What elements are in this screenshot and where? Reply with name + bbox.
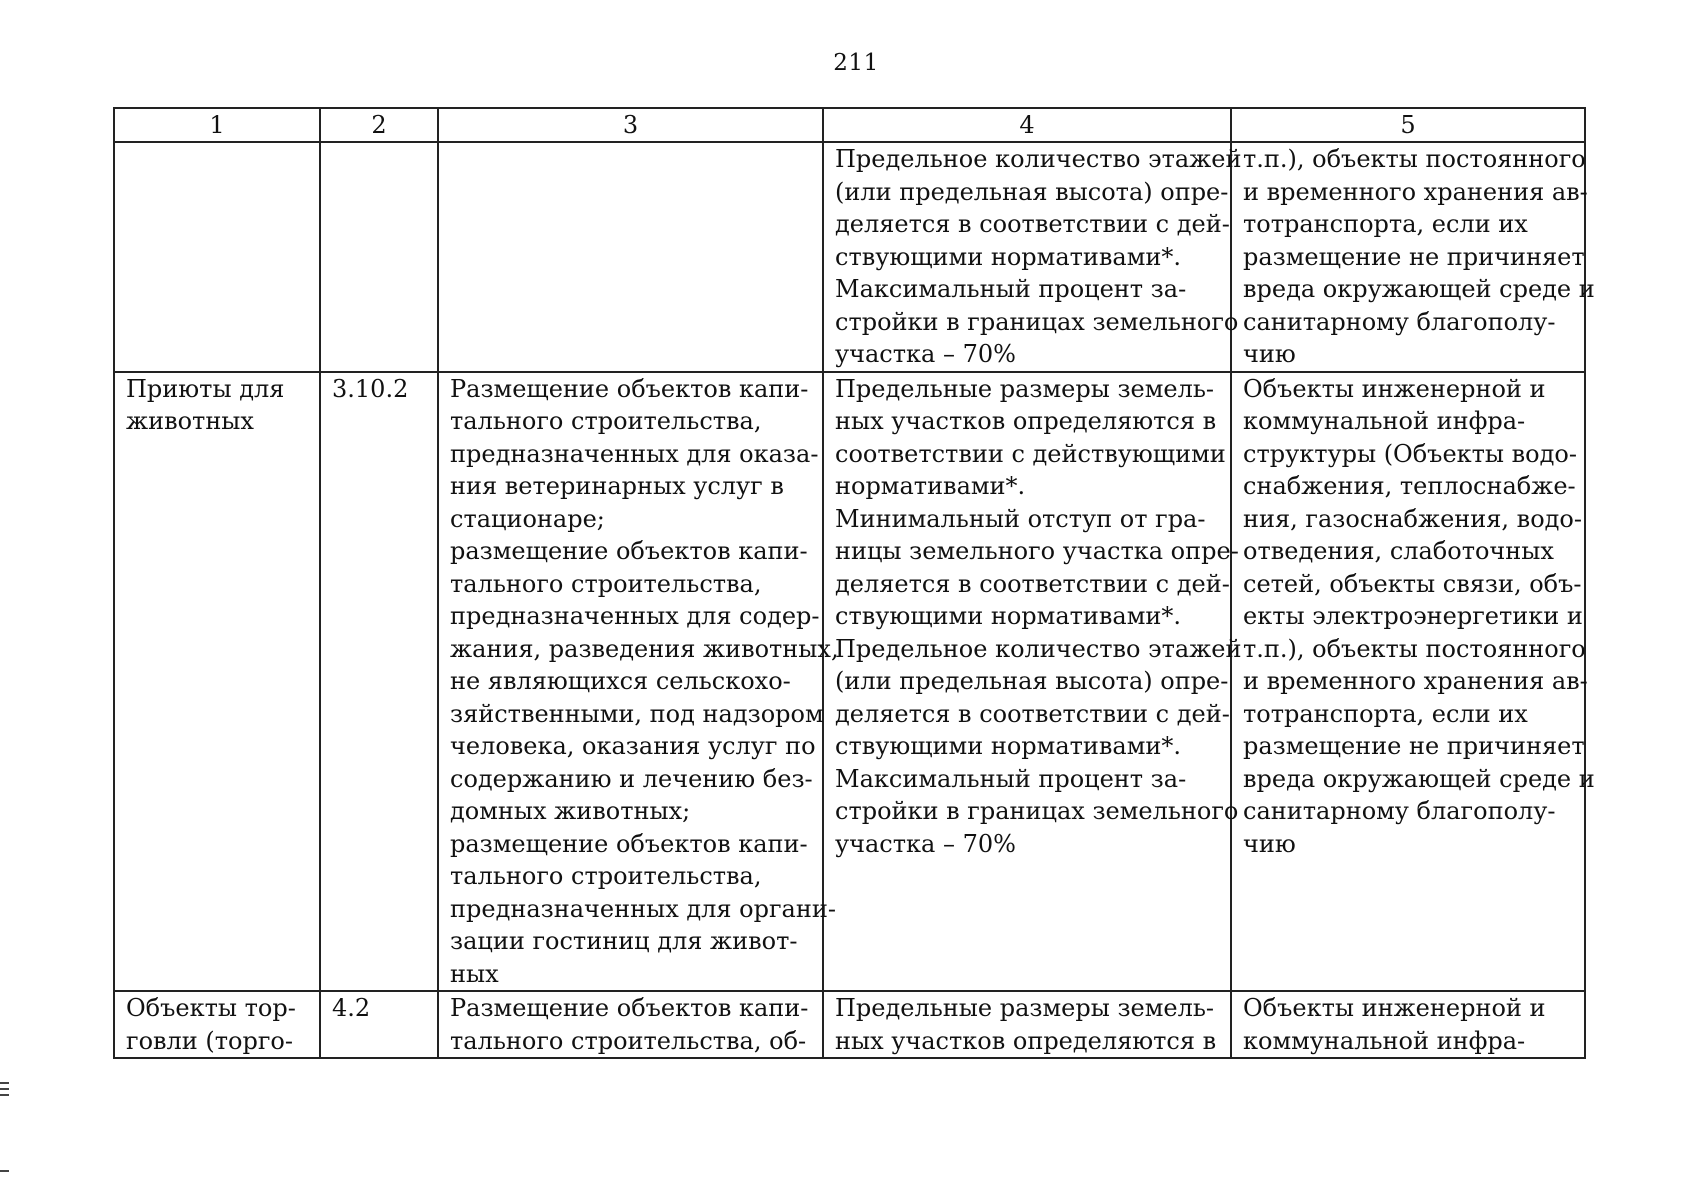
cell-auxiliary <box>1231 142 1595 372</box>
page-number: 211 <box>833 50 879 76</box>
cell-text-line: деляется в соответствии с дей- <box>835 210 1230 238</box>
cell-text-line: Предельное количество этажей <box>835 145 1242 173</box>
margin-mark <box>0 1170 9 1172</box>
cell-text-line: и временного хранения ав- <box>1243 177 1588 206</box>
cell-text-line: размещение не причиняет <box>1243 732 1585 760</box>
cell-text-line: 3.10.2 <box>332 374 409 403</box>
cell-text-line: стройки в границах земельного <box>835 307 1239 336</box>
cell-text-line: зяйственными, под надзором <box>450 699 824 728</box>
cell-text-line: тотранспорта, если их <box>1243 699 1528 728</box>
cell-text-line: санитарному благополу- <box>1243 797 1556 825</box>
cell-text-line: ствующими нормативами*. <box>835 732 1182 760</box>
cell-name <box>114 142 320 372</box>
cell-text-line: деляется в соответствии с дей- <box>835 699 1230 728</box>
cell-text-line: участка – 70% <box>835 340 1016 368</box>
cell-text-line: т.п.), объекты постоянного <box>1243 634 1586 663</box>
cell-text-line: человека, оказания услуг по <box>450 732 816 760</box>
cell-text-line: чию <box>1243 829 1296 858</box>
cell-text-line: содержанию и лечению без- <box>450 764 813 793</box>
cell-text-line: екты электроэнергетики и <box>1243 602 1583 630</box>
cell-text-line: коммунальной инфра- <box>1243 1026 1526 1055</box>
margin-mark <box>0 1094 9 1096</box>
cell-text-line: чию <box>1243 340 1296 368</box>
cell-text-line: тального строительства, <box>450 862 762 890</box>
margin-mark <box>0 1088 9 1090</box>
cell-text-line: (или предельная высота) опре- <box>835 667 1229 695</box>
cell-text-line: вреда окружающей среде и <box>1243 275 1595 303</box>
cell-text-line: вреда окружающей среде и <box>1243 764 1595 793</box>
cell-text-line: размещение объектов капи- <box>450 537 808 565</box>
cell-description <box>438 142 823 372</box>
cell-text-line: Объекты инженерной и <box>1243 374 1546 403</box>
cell-text-line: животных <box>126 407 254 435</box>
cell-text-line: снабжения, теплоснабже- <box>1243 472 1576 500</box>
cell-text-line: не являющихся сельскохо- <box>450 667 791 695</box>
cell-text-line: размещение не причиняет <box>1243 242 1585 271</box>
column-header-1: 1 <box>114 108 320 142</box>
cell-text-line: ния ветеринарных услуг в <box>450 472 784 500</box>
cell-text-line: Минимальный отступ от гра- <box>835 504 1206 533</box>
cell-text-line: и временного хранения ав- <box>1243 667 1588 695</box>
cell-text-line: домных животных; <box>450 797 691 825</box>
cell-text-line: коммунальной инфра- <box>1243 407 1526 435</box>
cell-code <box>320 372 438 992</box>
cell-parameters <box>823 991 1231 1058</box>
cell-text-line: сетей, объекты связи, объ- <box>1243 569 1582 598</box>
cell-text-line: ния, газоснабжения, водо- <box>1243 504 1582 533</box>
cell-text-line: санитарному благополу- <box>1243 307 1556 336</box>
margin-mark <box>0 1082 9 1084</box>
cell-text-line: ницы земельного участка опре- <box>835 537 1239 565</box>
column-header-3: 3 <box>438 108 823 142</box>
cell-text-line: т.п.), объекты постоянного <box>1243 145 1586 173</box>
cell-text-line: Объекты инженерной и <box>1243 994 1546 1022</box>
cell-text-line: Приюты для <box>126 374 285 403</box>
cell-text-line: ных <box>450 959 499 988</box>
table-row <box>114 991 1585 1058</box>
cell-name <box>114 991 320 1058</box>
cell-name <box>114 372 320 992</box>
cell-text-line: предназначенных для органи- <box>450 894 836 923</box>
cell-text-line: Максимальный процент за- <box>835 275 1187 303</box>
cell-code <box>320 142 438 372</box>
cell-auxiliary <box>1231 991 1585 1058</box>
column-header-4: 4 <box>823 108 1231 142</box>
cell-parameters <box>823 142 1242 372</box>
cell-text-line: стройки в границах земельного <box>835 797 1239 825</box>
cell-description <box>438 372 839 992</box>
cell-text-line: отведения, слаботочных <box>1243 537 1554 565</box>
cell-text-line: ных участков определяются в <box>835 1026 1217 1055</box>
cell-code <box>320 991 438 1058</box>
cell-text-line: соответствии с действующими <box>835 439 1226 468</box>
cell-text-line: Предельные размеры земель- <box>835 374 1215 403</box>
cell-text-line: Предельные размеры земель- <box>835 994 1215 1022</box>
cell-text-line: тального строительства, <box>450 569 762 598</box>
cell-text-line: Размещение объектов капи- <box>450 994 809 1022</box>
cell-text-line: размещение объектов капи- <box>450 829 808 858</box>
cell-text-line: (или предельная высота) опре- <box>835 177 1229 206</box>
cell-text-line: ных участков определяются в <box>835 407 1217 435</box>
cell-text-line: жания, разведения животных, <box>450 634 839 663</box>
cell-auxiliary <box>1231 372 1595 992</box>
cell-description <box>438 991 823 1058</box>
table-row <box>114 142 1585 372</box>
cell-text-line: структуры (Объекты водо- <box>1243 439 1577 468</box>
cell-text-line: говли (торго- <box>126 1026 293 1055</box>
cell-text-line: предназначенных для оказа- <box>450 439 819 468</box>
column-header-5: 5 <box>1231 108 1585 142</box>
cell-text-line: тального строительства, об- <box>450 1026 807 1055</box>
cell-text-line: ствующими нормативами*. <box>835 242 1182 271</box>
cell-text-line: тотранспорта, если их <box>1243 210 1528 238</box>
cell-text-line: Объекты тор- <box>126 994 296 1022</box>
cell-text-line: Максимальный процент за- <box>835 764 1187 793</box>
cell-text-line: участка – 70% <box>835 829 1016 858</box>
cell-text-line: предназначенных для содер- <box>450 602 820 630</box>
cell-text-line: Размещение объектов капи- <box>450 374 809 403</box>
cell-text-line: деляется в соответствии с дей- <box>835 569 1230 598</box>
table-header-row <box>114 108 1585 142</box>
cell-text-line: нормативами*. <box>835 472 1026 500</box>
cell-text-line: Предельное количество этажей <box>835 634 1242 663</box>
cell-parameters <box>823 372 1242 992</box>
table-row <box>114 372 1585 992</box>
cell-text-line: стационаре; <box>450 504 605 533</box>
cell-text-line: ствующими нормативами*. <box>835 602 1182 630</box>
regulations-table <box>113 107 1595 1059</box>
cell-text-line: 4.2 <box>332 994 371 1022</box>
cell-text-line: зации гостиниц для живот- <box>450 927 798 955</box>
column-header-2: 2 <box>320 108 438 142</box>
cell-text-line: тального строительства, <box>450 407 762 435</box>
